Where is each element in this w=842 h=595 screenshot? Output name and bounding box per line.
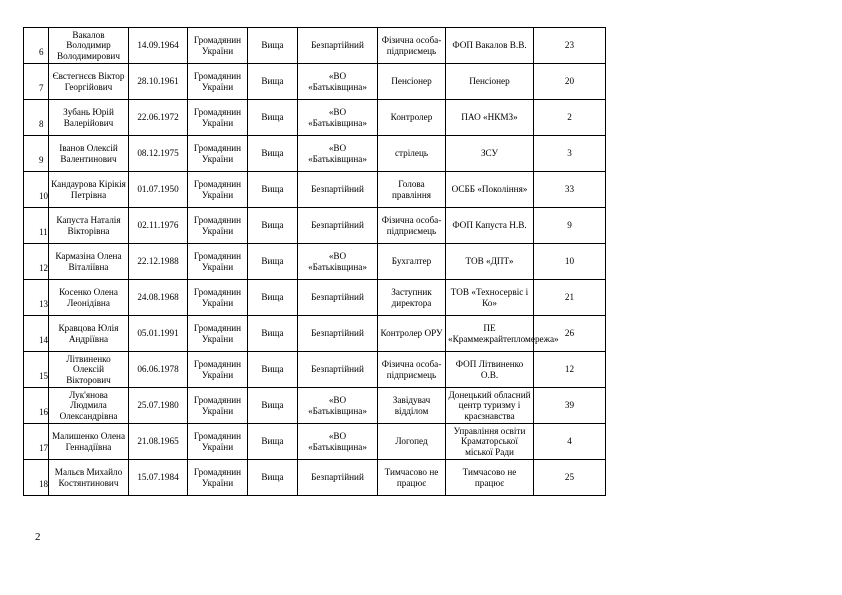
row-number: 15 [39, 370, 48, 381]
table-row [24, 316, 606, 352]
district-number: 26 [534, 316, 606, 352]
row-number: 8 [39, 118, 44, 129]
table-row [24, 172, 606, 208]
district-number: 20 [534, 64, 606, 100]
position: Тимчасово не працює [378, 460, 446, 496]
district-number: 23 [534, 28, 606, 64]
party: «ВО «Батьківщина» [298, 388, 378, 424]
position: Фізична особа-підприємець [378, 352, 446, 388]
birth-date: 25.07.1980 [129, 388, 188, 424]
candidate-name: Вакалов Володимир Володимирович [49, 28, 129, 64]
row-number-cell [24, 172, 49, 208]
citizenship: Громадянин України [188, 208, 248, 244]
row-number-cell [24, 208, 49, 244]
birth-date: 22.12.1988 [129, 244, 188, 280]
row-number-cell [24, 28, 49, 64]
row-number: 11 [39, 226, 48, 237]
party: Безпартійний [298, 352, 378, 388]
education: Вища [248, 100, 298, 136]
party: Безпартійний [298, 316, 378, 352]
party: Безпартійний [298, 172, 378, 208]
citizenship: Громадянин України [188, 64, 248, 100]
education: Вища [248, 280, 298, 316]
row-number-cell [24, 424, 49, 460]
workplace: ЗСУ [446, 136, 534, 172]
candidate-name: Малишенко Олена Геннадіївна [49, 424, 129, 460]
workplace: ФОП Вакалов В.В. [446, 28, 534, 64]
education: Вища [248, 352, 298, 388]
education: Вища [248, 316, 298, 352]
district-number: 3 [534, 136, 606, 172]
party: «ВО «Батьківщина» [298, 64, 378, 100]
candidate-name: Косенко Олена Леонідівна [49, 280, 129, 316]
position: Заступник директора [378, 280, 446, 316]
workplace: ОСББ «Покоління» [446, 172, 534, 208]
candidate-name: Капуста Наталія Вікторівна [49, 208, 129, 244]
position: Завідувач відділом [378, 388, 446, 424]
row-number: 12 [39, 262, 48, 273]
birth-date: 06.06.1978 [129, 352, 188, 388]
table-row [24, 280, 606, 316]
citizenship: Громадянин України [188, 100, 248, 136]
position: Фізична особа-підприємець [378, 208, 446, 244]
table-row [24, 136, 606, 172]
birth-date: 28.10.1961 [129, 64, 188, 100]
row-number: 10 [39, 190, 48, 201]
citizenship: Громадянин України [188, 460, 248, 496]
row-number-cell [24, 280, 49, 316]
party: «ВО «Батьківщина» [298, 424, 378, 460]
workplace: ПЕ «Краммежрайтепломережа» [446, 316, 534, 352]
page-number: 2 [35, 531, 41, 543]
party: Безпартійний [298, 460, 378, 496]
workplace: Пенсіонер [446, 64, 534, 100]
birth-date: 24.08.1968 [129, 280, 188, 316]
workplace: ПАО «НКМЗ» [446, 100, 534, 136]
row-number-cell [24, 352, 49, 388]
row-number: 16 [39, 406, 48, 417]
table-row [24, 208, 606, 244]
district-number: 25 [534, 460, 606, 496]
workplace: ФОП Капуста Н.В. [446, 208, 534, 244]
candidate-name: Кармазіна Олена Віталіївна [49, 244, 129, 280]
citizenship: Громадянин України [188, 316, 248, 352]
workplace: ФОП Літвиненко О.В. [446, 352, 534, 388]
candidate-name: Кравцова Юлія Андріївна [49, 316, 129, 352]
district-number: 21 [534, 280, 606, 316]
row-number-cell [24, 460, 49, 496]
education: Вища [248, 208, 298, 244]
party: «ВО «Батьківщина» [298, 136, 378, 172]
candidate-name: Євстегнєєв Віктор Георгійович [49, 64, 129, 100]
party: «ВО «Батьківщина» [298, 100, 378, 136]
birth-date: 02.11.1976 [129, 208, 188, 244]
candidate-name: Кандаурова Кірікія Петрівна [49, 172, 129, 208]
table-row [24, 460, 606, 496]
position: Бухгалтер [378, 244, 446, 280]
row-number-cell [24, 316, 49, 352]
education: Вища [248, 64, 298, 100]
candidate-name: Літвиненко Олексій Вікторович [49, 352, 129, 388]
party: Безпартійний [298, 208, 378, 244]
citizenship: Громадянин України [188, 352, 248, 388]
party: «ВО «Батьківщина» [298, 244, 378, 280]
workplace: Донецький обласний центр туризму і краєзнавства [446, 388, 534, 424]
citizenship: Громадянин України [188, 136, 248, 172]
party: Безпартійний [298, 28, 378, 64]
position: стрілець [378, 136, 446, 172]
party: Безпартійний [298, 280, 378, 316]
district-number: 2 [534, 100, 606, 136]
education: Вища [248, 388, 298, 424]
row-number: 17 [39, 442, 48, 453]
birth-date: 22.06.1972 [129, 100, 188, 136]
birth-date: 08.12.1975 [129, 136, 188, 172]
birth-date: 05.01.1991 [129, 316, 188, 352]
row-number: 6 [39, 46, 44, 57]
education: Вища [248, 172, 298, 208]
citizenship: Громадянин України [188, 388, 248, 424]
row-number-cell [24, 100, 49, 136]
candidate-name: Мальєв Михайло Костянтинович [49, 460, 129, 496]
education: Вища [248, 136, 298, 172]
row-number: 14 [39, 334, 48, 345]
position: Контролер [378, 100, 446, 136]
row-number: 7 [39, 82, 44, 93]
citizenship: Громадянин України [188, 172, 248, 208]
table-row [24, 424, 606, 460]
education: Вища [248, 28, 298, 64]
row-number: 13 [39, 298, 48, 309]
position: Логопед [378, 424, 446, 460]
table-row [24, 244, 606, 280]
table-row [24, 388, 606, 424]
birth-date: 14.09.1964 [129, 28, 188, 64]
education: Вища [248, 424, 298, 460]
workplace: ТОВ «ДПТ» [446, 244, 534, 280]
education: Вища [248, 244, 298, 280]
candidate-name: Лук'янова Людмила Олександрівна [49, 388, 129, 424]
workplace: Управління освіти Краматорської міської Ради [446, 424, 534, 460]
position: Голова правління [378, 172, 446, 208]
citizenship: Громадянин України [188, 280, 248, 316]
citizenship: Громадянин України [188, 424, 248, 460]
table-row [24, 352, 606, 388]
candidates-table [23, 27, 606, 496]
position: Фізична особа-підприємець [378, 28, 446, 64]
row-number-cell [24, 64, 49, 100]
birth-date: 15.07.1984 [129, 460, 188, 496]
candidate-name: Іванов Олексій Валентинович [49, 136, 129, 172]
district-number: 33 [534, 172, 606, 208]
row-number: 18 [39, 478, 48, 489]
row-number-cell [24, 244, 49, 280]
table-row [24, 64, 606, 100]
district-number: 4 [534, 424, 606, 460]
candidate-name: Зубань Юрій Валерійович [49, 100, 129, 136]
citizenship: Громадянин України [188, 244, 248, 280]
row-number-cell [24, 388, 49, 424]
district-number: 10 [534, 244, 606, 280]
citizenship: Громадянин України [188, 28, 248, 64]
education: Вища [248, 460, 298, 496]
row-number: 9 [39, 154, 44, 165]
position: Контролер ОРУ [378, 316, 446, 352]
birth-date: 21.08.1965 [129, 424, 188, 460]
workplace: Тимчасово не працює [446, 460, 534, 496]
district-number: 39 [534, 388, 606, 424]
row-number-cell [24, 136, 49, 172]
workplace: ТОВ «Техносервіс і Ко» [446, 280, 534, 316]
birth-date: 01.07.1950 [129, 172, 188, 208]
table-row [24, 100, 606, 136]
district-number: 12 [534, 352, 606, 388]
table-row [24, 28, 606, 64]
position: Пенсіонер [378, 64, 446, 100]
district-number: 9 [534, 208, 606, 244]
